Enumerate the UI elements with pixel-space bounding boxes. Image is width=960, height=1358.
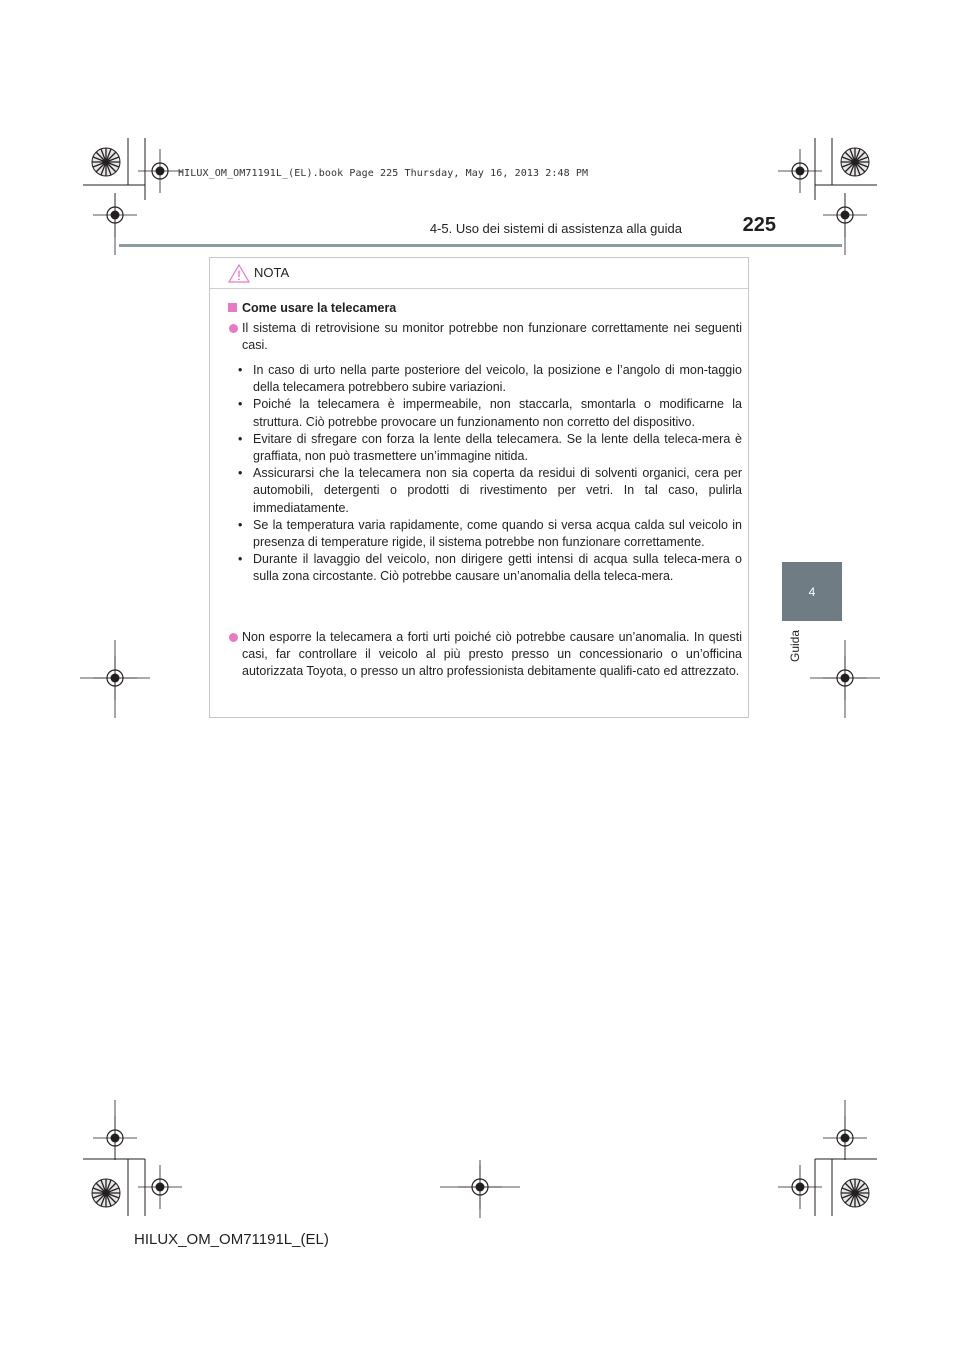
- note-point-2-text: Non esporre la telecamera a forti urti poiché ciò potrebbe causare un’anomalia. In questi casi, far controllare il veicolo al più presto presso un concessionario o un’officina autorizzata Toyota, o presso un altro professionista debitamente qualifi-cato ed attrezzato.: [242, 630, 742, 679]
- square-bullet-icon: [228, 303, 237, 312]
- note-point-1-text: Il sistema di retrovisione su monitor potrebbe non funzionare correttamente nei seguenti casi.: [242, 321, 742, 353]
- section-title: 4-5. Uso dei sistemi di assistenza alla guida: [429, 221, 682, 236]
- header-rule: [119, 244, 842, 247]
- file-stamp: HILUX_OM_OM71191L_(EL).book Page 225 Thursday, May 16, 2013 2:48 PM: [178, 168, 589, 179]
- list-item: • Se la temperatura varia rapidamente, come quando si versa acqua calda sul veicolo in presenza di temperature rigide, il sistema potrebbe non funzionare correttamente.: [238, 517, 742, 551]
- list-item: • Assicurarsi che la telecamera non sia coperta da residui di solventi organici, cera per automobili, detergenti o prodotti di rivestimento per vetri. In tal caso, pulirla immediatamente.: [238, 465, 742, 517]
- chapter-number: 4: [808, 584, 816, 599]
- footer-code: HILUX_OM_OM71191L_(EL): [134, 1231, 329, 1248]
- note-heading: [228, 301, 396, 315]
- list-item: • In caso di urto nella parte posteriore del veicolo, la posizione e l’angolo di mon-taggio della telecamera potrebbero subire variazioni.: [238, 362, 742, 396]
- chapter-label-text: Guida: [788, 630, 802, 663]
- note-heading-text: Come usare la telecamera: [242, 301, 397, 315]
- note-bullet-list: [238, 362, 742, 586]
- circle-bullet-icon: [229, 633, 238, 642]
- chapter-tab: [782, 562, 842, 621]
- list-item: • Evitare di sfregare con forza la lente della telecamera. Se la lente della teleca-mera è graffiata, non può trasmettere un’immagine nitida.: [238, 431, 742, 465]
- list-item: • Poiché la telecamera è impermeabile, non staccarla, smontarla o modificarne la struttura. Ciò potrebbe provocare un funzionamento non corretto del dispositivo.: [238, 396, 742, 430]
- note-title: NOTA: [254, 265, 290, 280]
- note-point-1: [228, 320, 742, 354]
- note-box: [209, 257, 749, 718]
- circle-bullet-icon: [229, 324, 238, 333]
- note-header: [210, 258, 748, 289]
- note-point-2: [228, 629, 742, 681]
- warning-triangle-icon: [228, 264, 250, 283]
- list-item: • Durante il lavaggio del veicolo, non dirigere getti intensi di acqua sulla teleca-mera o sulla zona circostante. Ciò potrebbe causare un’anomalia della teleca-mera.: [238, 551, 742, 585]
- chapter-label: [780, 630, 810, 680]
- page-number: 225: [742, 214, 776, 236]
